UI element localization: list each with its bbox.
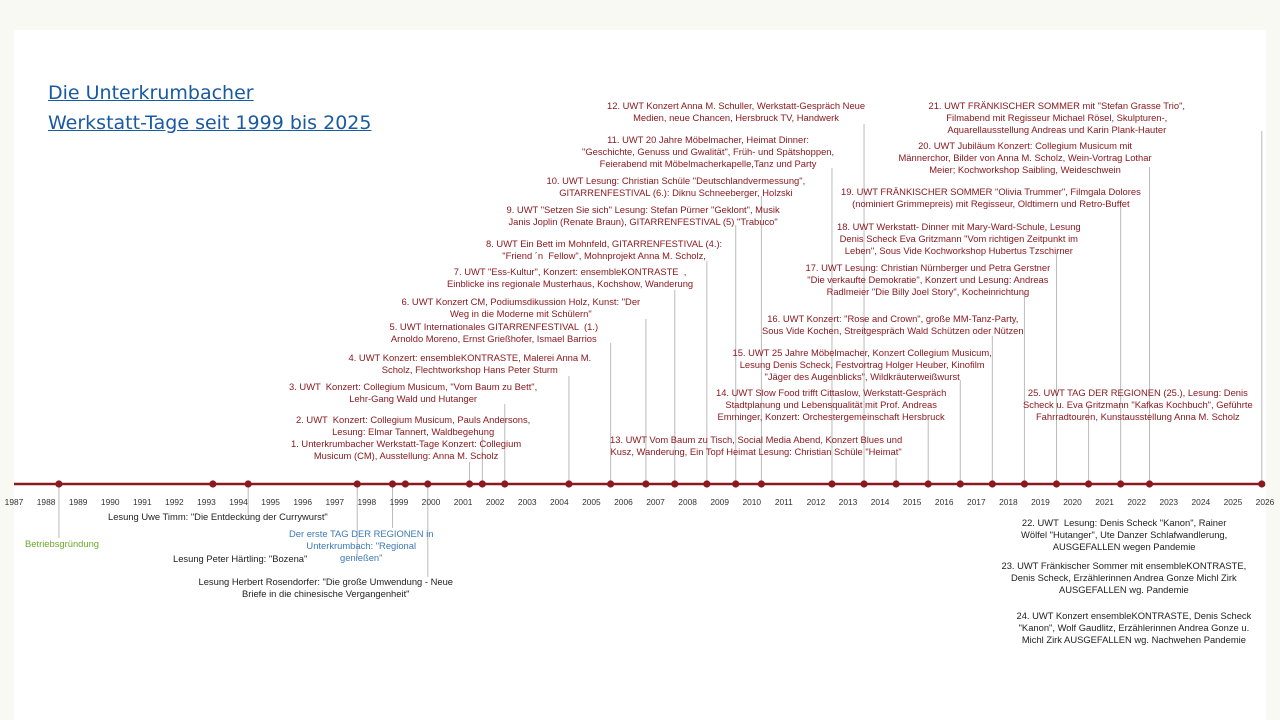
event-label-25: 25. UWT TAG DER REGIONEN (25.), Lesung: Denis Scheck u. Eva Gritzmann "Kafkas Kochbuch", Geführte Fahrradtouren, Kunstausstellung Anna M. Scholz [1023,387,1253,422]
year-label-2017: 2017 [966,497,986,507]
event-dot-28 [1258,480,1265,487]
event-dot-4 [389,480,396,487]
year-label-1996: 1996 [293,497,313,507]
year-label-2007: 2007 [646,497,665,507]
year-label-2005: 2005 [582,497,601,507]
year-label-2011: 2011 [774,497,793,507]
event-label-9: 3. UWT Konzert: Collegium Musicum, "Vom Baum zu Bett", Lehr-Gang Wald und Hutanger [289,381,538,404]
year-label-2001: 2001 [453,497,473,507]
event-dot-8 [479,480,486,487]
year-label-1995: 1995 [261,497,280,507]
year-label-1998: 1998 [357,497,377,507]
event-dot-14 [703,480,710,487]
year-label-2002: 2002 [485,497,505,507]
event-label-21: 15. UWT 25 Jahre Möbelmacher, Konzert Collegium Musicum, Lesung Denis Scheck, Festvortrag Holger Heuber, Kinofilm "Jäger des Augenblicks", Wildkräuterweißwurst [732,347,992,382]
event-label-22: 16. UWT Konzert: "Rose and Crown", große MM-Tanz-Party, Sous Vide Kochen, Streitgespräch Wald Schützen oder Nützen [762,313,1024,336]
event-label-16: 10. UWT Lesung: Christian Schüle "Deutschlandvermessung", GITARRENFESTIVAL (6.): Diknu Schneeberger, Holzski [546,175,806,198]
event-dot-6 [424,480,431,487]
year-label-2004: 2004 [549,497,569,507]
event-label-12: 6. UWT Konzert CM, Podiumsdikussion Holz, Kunst: "Der Weg in die Moderne mit Schülern" [401,296,641,319]
event-label-3: Lesung Peter Härtling: "Bozena" [173,553,308,564]
year-labels [5,497,1275,507]
year-label-2022: 2022 [1127,497,1147,507]
event-dot-7 [466,480,473,487]
year-label-1999: 1999 [389,497,409,507]
event-dot-20 [925,480,932,487]
year-label-2014: 2014 [870,497,890,507]
title-line-1[interactable]: Die Unterkrumbacher [48,82,254,104]
event-label-31: 24. UWT Konzert ensembleKONTRASTE, Denis Scheck "Kanon", Wolf Gaudlitz, Erzählerinnen Andrea Gonze u. Michl Zirk AUSGEFALLEN wg. Nachwehen Pandemie [1016,610,1252,645]
event-dot-18 [860,480,867,487]
event-label-11: 5. UWT Internationales GITARRENFESTIVAL (1.) Arnoldo Moreno, Ernst Grießhofer, Ismael Barrios [389,321,599,344]
event-label-17: 11. UWT 20 Jahre Möbelmacher, Heimat Dinner: "Geschichte, Genuss und Gwalität", Früh- und Spätshoppen, Feierabend mit Möbelmacherkapelle,Tanz und Party [582,134,835,169]
event-dot-9 [501,480,508,487]
event-label-20: 14. UWT Slow Food trifft Cittaslow, Werkstatt-Gespräch Stadtplanung und Lebensqualität mit Prof. Andreas Emminger, Konzert: Orchestergemeinschaft Hersbruck [716,387,947,422]
event-label-10: 4. UWT Konzert: ensembleKONTRASTE, Malerei Anna M. Scholz, Flechtworkshop Hans Peter Sturm [348,352,592,375]
year-label-2024: 2024 [1191,497,1211,507]
year-label-2018: 2018 [999,497,1018,507]
event-dot-26 [1117,480,1124,487]
year-label-2012: 2012 [806,497,826,507]
event-dot-16 [758,480,765,487]
year-label-2025: 2025 [1223,497,1243,507]
event-dot-13 [671,480,678,487]
year-label-1987: 1987 [4,497,24,507]
event-label-28: 21. UWT FRÄNKISCHER SOMMER mit "Stefan Grasse Trio", Filmabend mit Regisseur Michael Rösel, Skulpturen-, Aquarellausstellung Andreas und Karin Plank-Hauter [928,100,1186,135]
year-label-2009: 2009 [710,497,730,507]
year-label-2006: 2006 [614,497,633,507]
year-label-2023: 2023 [1159,497,1179,507]
year-label-2021: 2021 [1095,497,1114,507]
event-dot-22 [989,480,996,487]
year-label-1992: 1992 [165,497,184,507]
event-dot-19 [893,480,900,487]
year-label-1994: 1994 [229,497,248,507]
event-label-0: Betriebsgründung [25,538,100,549]
year-label-2000: 2000 [421,497,441,507]
event-label-18: 12. UWT Konzert Anna M. Schuller, Werkstatt-Gespräch Neue Medien, neue Chancen, Hersbruck TV, Handwerk [607,100,866,123]
event-label-30: 23. UWT Fränkischer Sommer mit ensembleKONTRASTE, Denis Scheck, Erzählerinnen Andrea Gonze Michl Zirk AUSGEFALLEN wg. Pandemie [1001,560,1247,595]
event-dot-0 [55,480,62,487]
year-label-2010: 2010 [742,497,762,507]
event-label-26: 19. UWT FRÄNKISCHER SOMMER "Olivia Trummer", Filmgala Dolores (nominiert Grimmepreis) mit Regisseur, Oldtimern und Retro-Buffet [841,186,1141,209]
year-label-2013: 2013 [838,497,858,507]
event-dot-5 [402,480,409,487]
year-label-1993: 1993 [197,497,216,507]
year-label-2020: 2020 [1063,497,1082,507]
year-label-1988: 1988 [36,497,56,507]
event-dot-24 [1053,480,1060,487]
event-label-15: 9. UWT "Setzen Sie sich" Lesung: Stefan Pürner "Geklont", Musik Janis Joplin (Renate Braun), GITARRENFESTIVAL (5) "Trabuco" [506,204,780,227]
event-dot-25 [1085,480,1092,487]
event-label-19: 13. UWT Vom Baum zu Tisch, Social Media Abend, Konzert Blues und Kusz, Wanderung, Ein Topf Heimat Lesung: Christian Schüle "Heimat" [610,434,903,457]
event-label-27: 20. UWT Jubiläum Konzert: Collegium Musicum mit Männerchor, Bilder von Anna M. Scholz, Wein-Vortrag Lothar Meier; Kochworkshop Saibling, Weideschwein [898,140,1152,175]
year-label-2003: 2003 [517,497,537,507]
event-label-4: Der erste TAG DER REGIONEN in Unterkrumbach: "Regional genießen" [289,528,434,563]
event-dot-15 [732,480,739,487]
event-dot-12 [642,480,649,487]
event-dot-3 [354,480,361,487]
event-label-29: 22. UWT Lesung: Denis Scheck "Kanon", Rainer Wölfel "Hutanger", Ute Danzer Schlafwandlerung, AUSGEFALLEN wegen Pandemie [1021,517,1228,552]
year-label-2008: 2008 [678,497,697,507]
event-dot-27 [1146,480,1153,487]
title-line-2[interactable]: Werkstatt-Tage seit 1999 bis 2025 [48,112,372,134]
year-label-2019: 2019 [1031,497,1050,507]
event-label-14: 8. UWT Ein Bett im Mohnfeld, GITARRENFESTIVAL (4.): "Friend ´n Fellow", Mohnprojekt Anna M. Scholz, [486,238,723,261]
year-label-1990: 1990 [100,497,120,507]
year-label-2015: 2015 [902,497,922,507]
event-dot-2 [245,480,252,487]
year-label-1997: 1997 [325,497,345,507]
year-label-1991: 1991 [132,497,152,507]
year-label-1989: 1989 [68,497,88,507]
event-dot-17 [828,480,835,487]
event-label-8: 2. UWT Konzert: Collegium Musicum, Pauls Andersons, Lesung: Elmar Tannert, Waldbegehung [296,414,531,437]
event-dot-11 [607,480,614,487]
event-label-2: Lesung Uwe Timm: "Die Entdeckung der Currywurst" [108,511,328,522]
event-label-23: 17. UWT Lesung: Christian Nürnberger und Petra Gerstner "Die verkaufte Demokratie", Konzert und Lesung: Andreas Radlmeier "Die Billy Joel Story", Kocheinrichtung [805,262,1051,297]
event-dot-1 [209,480,216,487]
event-label-13: 7. UWT "Ess-Kultur", Konzert: ensembleKONTRASTE , Einblicke ins regionale Musterhaus, Kochshow, Wanderung [447,266,694,289]
event-dot-10 [565,480,572,487]
event-label-7: 1. Unterkrumbacher Werkstatt-Tage Konzert: Collegium Musicum (CM), Ausstellung: Anna M. Scholz [291,438,522,461]
event-dot-23 [1021,480,1028,487]
year-label-2016: 2016 [934,497,954,507]
event-dot-21 [957,480,964,487]
year-label-2026: 2026 [1255,497,1275,507]
event-label-6: Lesung Herbert Rosendorfer: "Die große Umwendung - Neue Briefe in die chinesische Vergangenheit" [198,576,453,599]
event-label-24: 18. UWT Werkstatt- Dinner mit Mary-Ward-Schule, Lesung Denis Scheck Eva Gritzmann "Vom richtigen Zeitpunkt im Leben", Sous Vide Kochworkshop Hubertus Tzschirner [837,221,1081,256]
